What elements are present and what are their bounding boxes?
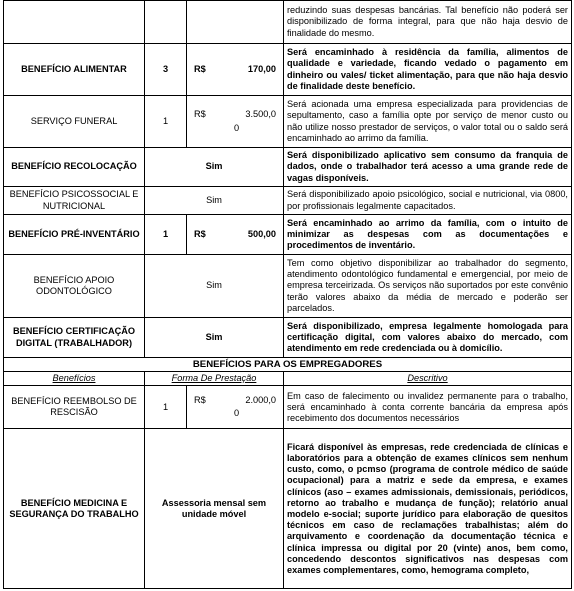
- benefit-provision: Sim: [145, 187, 284, 215]
- benefit-name: BENEFÍCIO MEDICINA E SEGURANÇA DO TRABALHO: [4, 429, 145, 589]
- table-row: [4, 96, 572, 148]
- table-row: [4, 44, 572, 96]
- currency: R$: [194, 228, 206, 239]
- table-row: [4, 215, 572, 255]
- benefit-name: BENEFÍCIO RECOLOCAÇÃO: [4, 148, 145, 187]
- benefit-description: Em caso de falecimento ou invalidez permanente para o trabalho, será encaminhado à conta corrente bancária da empresa após recebimento dos documentos necessários: [284, 386, 572, 429]
- table-row: [4, 255, 572, 318]
- col-header-description: Descritivo: [284, 372, 572, 386]
- table-row: [4, 148, 572, 187]
- currency: R$: [194, 63, 206, 74]
- section-title: BENEFÍCIOS PARA OS EMPREGADORES: [4, 358, 572, 372]
- benefit-provision: Assessoria mensal sem unidade móvel: [145, 429, 284, 589]
- benefit-name: BENEFÍCIO CERTIFICAÇÃO DIGITAL (TRABALHADOR): [4, 318, 145, 358]
- benefit-description: Será encaminhado ao arrimo da família, com o intuito de minimizar as despesas com as documentações e procedimentos de inventário.: [284, 215, 572, 255]
- benefit-provision: Sim: [145, 255, 284, 318]
- currency: R$: [194, 109, 206, 120]
- table-row: [4, 429, 572, 589]
- table-row: [4, 187, 572, 215]
- benefits-table: [3, 0, 572, 589]
- benefit-value: [187, 44, 284, 96]
- col-header-provision: Forma De Prestação: [145, 372, 284, 386]
- benefit-name: BENEFÍCIO REEMBOLSO DE RESCISÃO: [4, 386, 145, 429]
- benefit-qty: [145, 1, 187, 44]
- benefit-name: BENEFÍCIO ALIMENTAR: [4, 44, 145, 96]
- benefit-description: Tem como objetivo disponibilizar ao trabalhador do segmento, atendimento odontológico fundamental e emergencial, por meio de empresa terceirizada. Os serviços não suportados por este convênio terão valores abaixo da média de mercado e poderão ser parcelados.: [284, 255, 572, 318]
- benefit-description: Ficará disponível às empresas, rede credenciada de clínicas e laboratórios para a obtenção de exames clínicos sem nenhum custo, como, o pcmso (programa de controle médico de saúde ocupacional) para a matriz e sede da empresa, e exames clínicos (aso – exames admissionais, demissionais, periódicos, retorno ao trabalho e mudança de função); relatório anual modelo e-social; suporte jurídico para elaboração de quesitos técnicos em caso de reclamações trabalhistas; além do arquivamento e coordenação da documentação técnica e clínica impressa ou digital por 20 (vinte) anos, bem como, concedendo descontos significativos nas despesas com exames complementares, como, hemograma completo,: [284, 429, 572, 589]
- benefit-description: Será disponibilizado aplicativo sem consumo da franquia de dados, onde o trabalhador terá acesso a uma grande rede de vagas disponíveis.: [284, 148, 572, 187]
- benefit-qty: 1: [145, 215, 187, 255]
- amount-wrap: 0: [234, 122, 240, 133]
- benefit-value: [187, 215, 284, 255]
- amount: 500,00: [247, 228, 276, 239]
- benefit-name: BENEFÍCIO APOIO ODONTOLÓGICO: [4, 255, 145, 318]
- amount: 170,00: [247, 63, 276, 74]
- currency: R$: [194, 395, 206, 406]
- table-row: [4, 386, 572, 429]
- table-row: [4, 318, 572, 358]
- benefit-description: Será disponibilizado apoio psicológico, social e nutricional, via 0800, por profissionais legalmente capacitados.: [284, 187, 572, 215]
- benefit-value: [187, 1, 284, 44]
- amount-wrap: 0: [234, 408, 240, 419]
- col-header-benefits: Benefícios: [4, 372, 145, 386]
- benefit-qty: 1: [145, 386, 187, 429]
- benefit-provision: Sim: [145, 148, 284, 187]
- benefit-name: [4, 1, 145, 44]
- benefit-description: Será acionada uma empresa especializada para providencias de sepultamento, caso a família opte por serviço de menor custo ou não utilize nosso prestador de serviços, o valor total ou o saldo será encaminhado ao arrimo da família.: [284, 96, 572, 148]
- benefit-value: [187, 96, 284, 148]
- benefit-provision: Sim: [145, 318, 284, 358]
- table-row: [4, 1, 572, 44]
- benefit-description: Será encaminhado à residência da família, alimentos de qualidade e variedade, ficando vedado o pagamento em dinheiro ou vales/ ticket alimentação, para que não haja desvio de finalidade deste benefício.: [284, 44, 572, 96]
- benefit-qty: 1: [145, 96, 187, 148]
- benefit-name: SERVIÇO FUNERAL: [4, 96, 145, 148]
- benefit-description: reduzindo suas despesas bancárias. Tal benefício não poderá ser disponibilizado de forma integral, para que não haja desvio de finalidade do mesmo.: [284, 1, 572, 44]
- header-row: [4, 372, 572, 386]
- amount: 3.500,0: [245, 109, 276, 120]
- benefit-description: Será disponibilizado, empresa legalmente homologada para certificação digital, com valores abaixo do mercado, com atendimento em rede credenciada ou à domicílio.: [284, 318, 572, 358]
- benefit-value: [187, 386, 284, 429]
- benefit-name: BENEFÍCIO PSICOSSOCIAL E NUTRICIONAL: [4, 187, 145, 215]
- section-row: [4, 358, 572, 372]
- benefit-qty: 3: [145, 44, 187, 96]
- benefit-name: BENEFÍCIO PRÉ-INVENTÁRIO: [4, 215, 145, 255]
- amount: 2.000,0: [245, 395, 276, 406]
